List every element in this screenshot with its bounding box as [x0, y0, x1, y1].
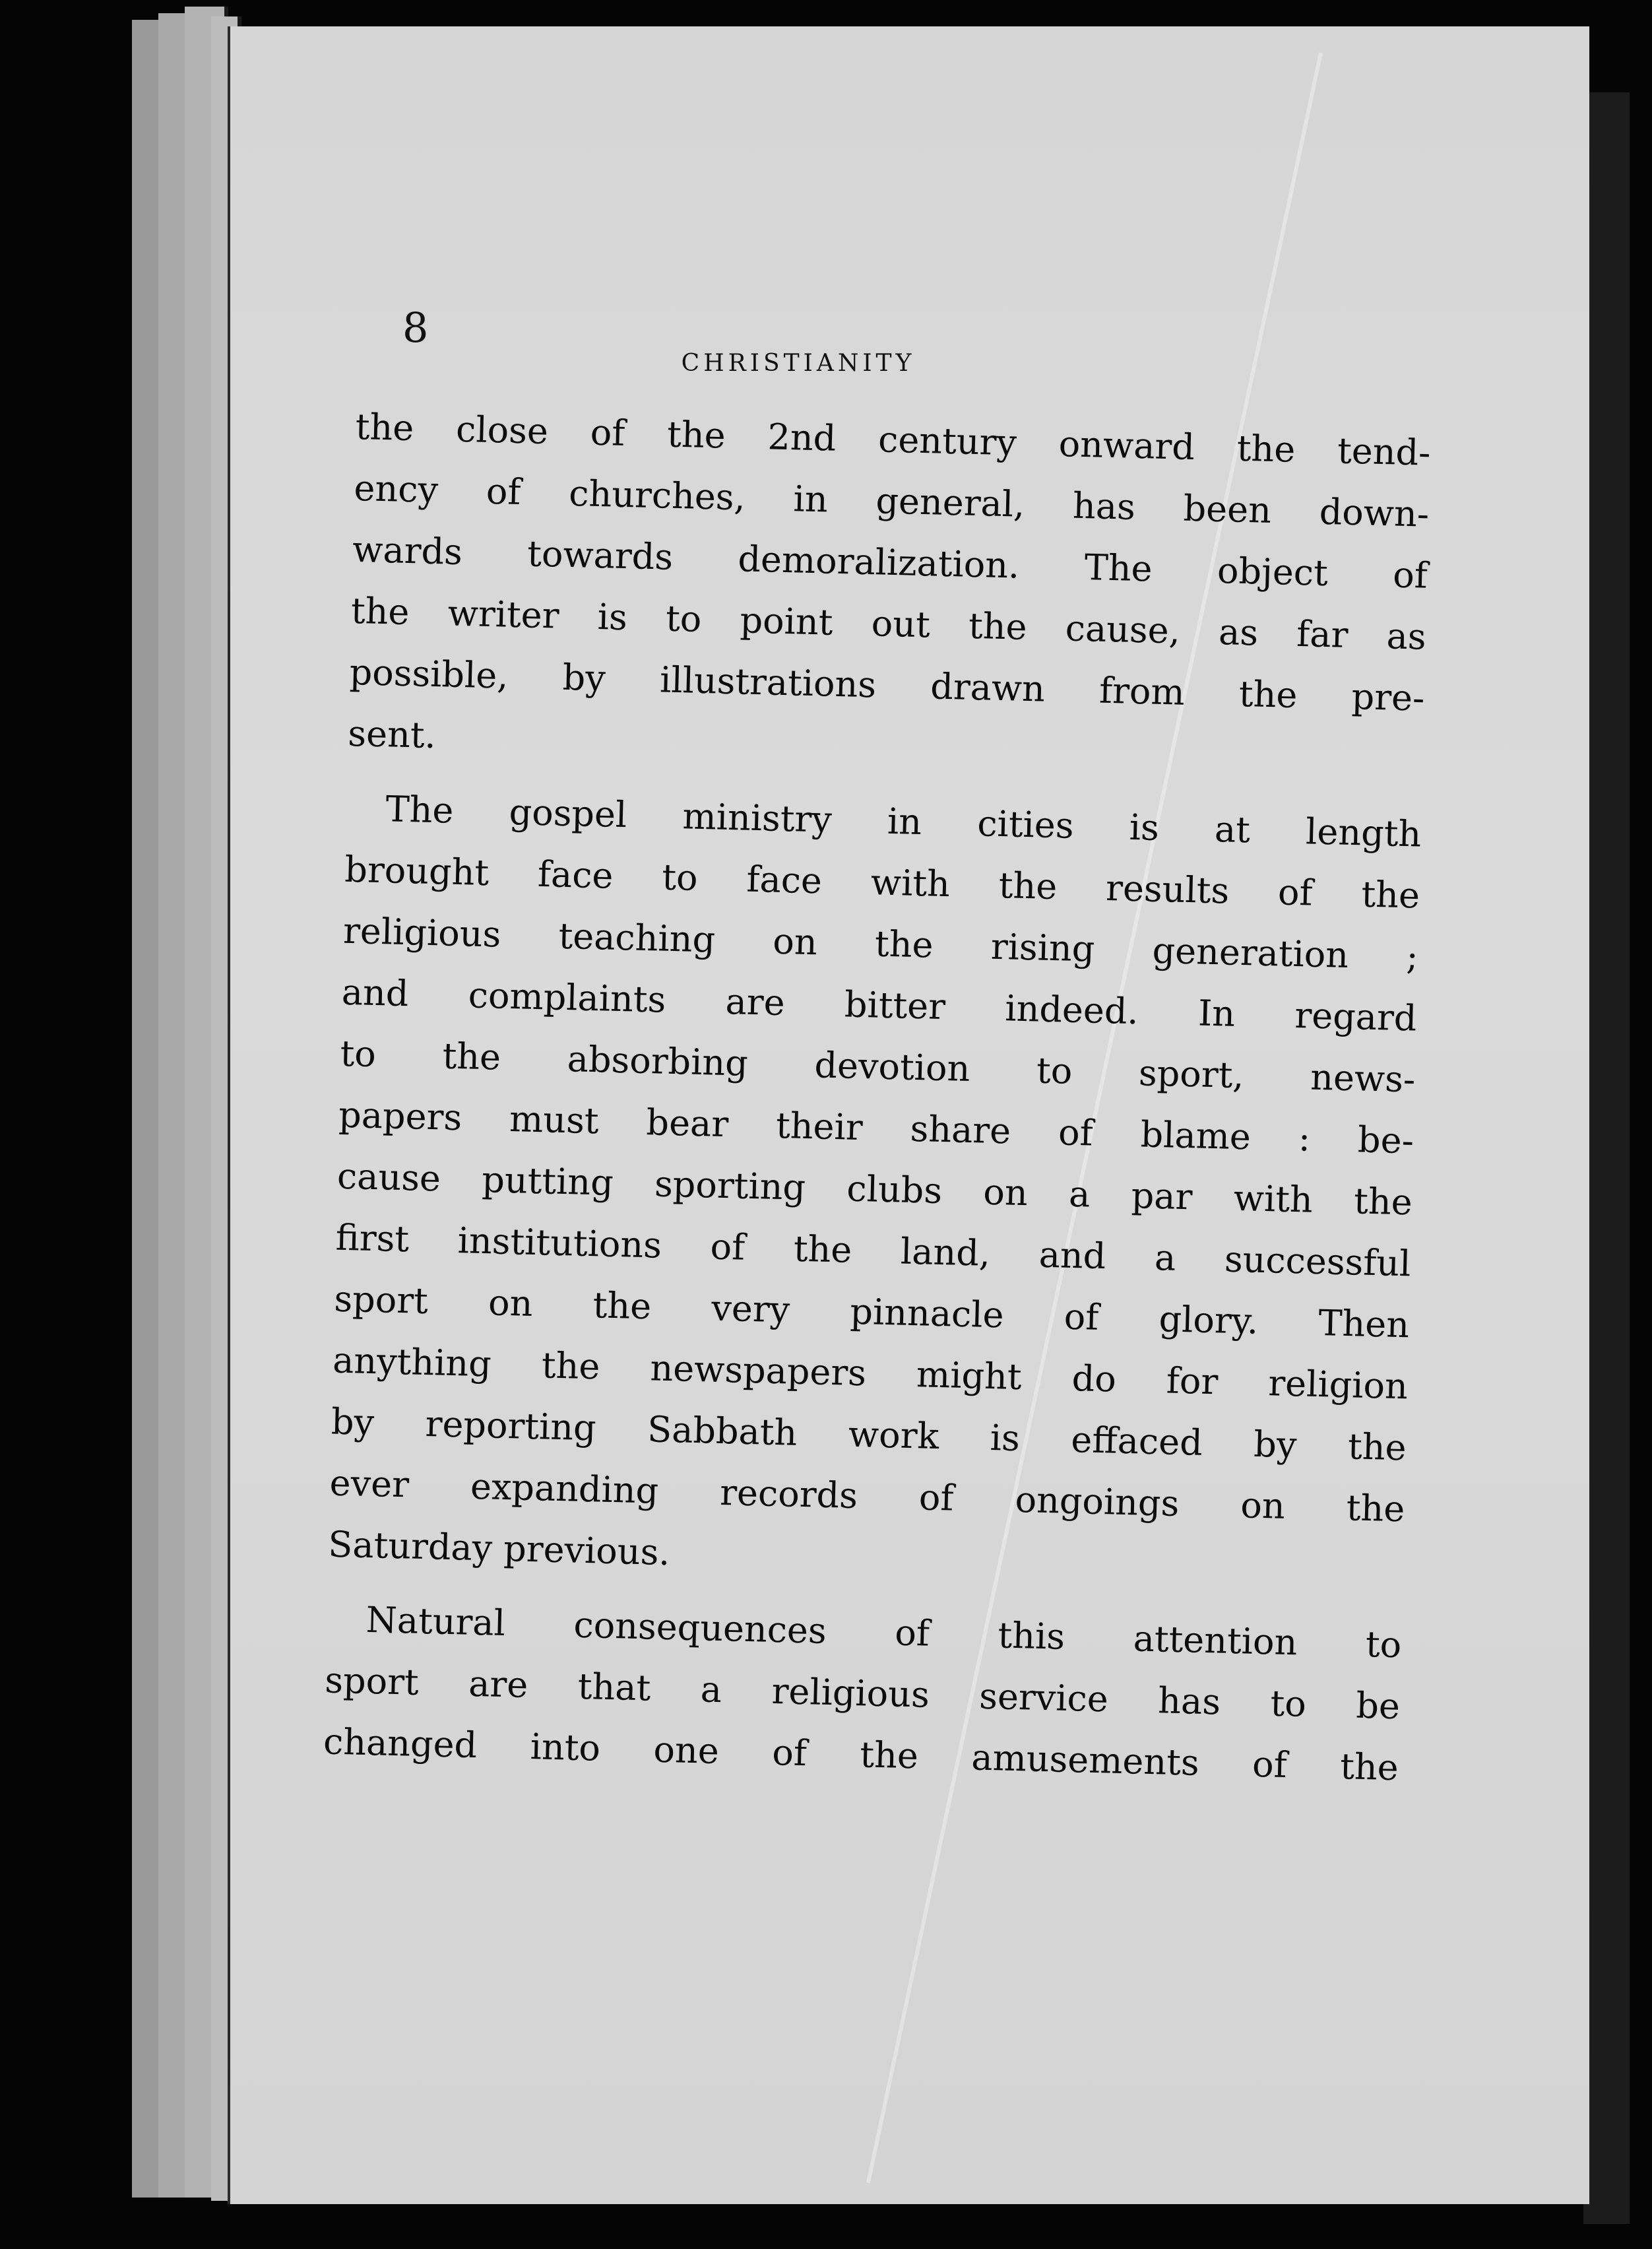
text-line: brought face to face with the results of the — [344, 848, 1420, 917]
page-header — [402, 290, 1194, 377]
text-line: ency of churches, in general, has been down- — [353, 467, 1430, 535]
text-line: anything the newspapers might do for religion — [332, 1339, 1409, 1408]
text-line: first institutions of the land, and a successful — [335, 1216, 1412, 1285]
text-line: Natural consequences of this attention to — [365, 1598, 1402, 1666]
text-line: and complaints are bitter indeed. In regard — [341, 971, 1418, 1039]
text-line: the writer is to point out the cause, as far as — [350, 589, 1427, 658]
paragraph-2 — [327, 777, 1422, 1601]
body-text — [323, 396, 1431, 1798]
text-line: to the absorbing devotion to sport, news- — [339, 1032, 1416, 1101]
book-spine-shadow — [1583, 92, 1630, 2224]
text-line: The gospel ministry in cities is at length — [385, 788, 1422, 855]
text-line: religious teaching on the rising generation ; — [342, 909, 1419, 978]
text-line: the close of the 2nd century onward the tend- — [355, 405, 1432, 474]
text-line: sport are that a religious service has to be — [324, 1659, 1401, 1728]
paragraph-3 — [323, 1588, 1402, 1798]
text-line: wards towards demoralization. The object of — [352, 528, 1428, 597]
running-title: CHRISTIANITY — [681, 350, 916, 377]
paragraph-1 — [347, 396, 1431, 791]
text-line: Saturday previous. — [327, 1523, 671, 1574]
text-line: possible, by illustrations drawn from the pre- — [349, 651, 1426, 719]
text-line: sent. — [347, 712, 437, 757]
text-line: changed into one of the amusements of the — [323, 1720, 1399, 1789]
text-line: sport on the very pinnacle of glory. Then — [333, 1278, 1410, 1346]
text-line: by reporting Sabbath work is effaced by the — [331, 1400, 1407, 1469]
text-line: cause putting sporting clubs on a par with the — [336, 1155, 1413, 1223]
text-line: papers must bear their share of blame : be- — [338, 1093, 1414, 1162]
page-number: 8 — [402, 304, 429, 352]
text-line: ever expanding records of ongoings on the — [329, 1462, 1406, 1530]
